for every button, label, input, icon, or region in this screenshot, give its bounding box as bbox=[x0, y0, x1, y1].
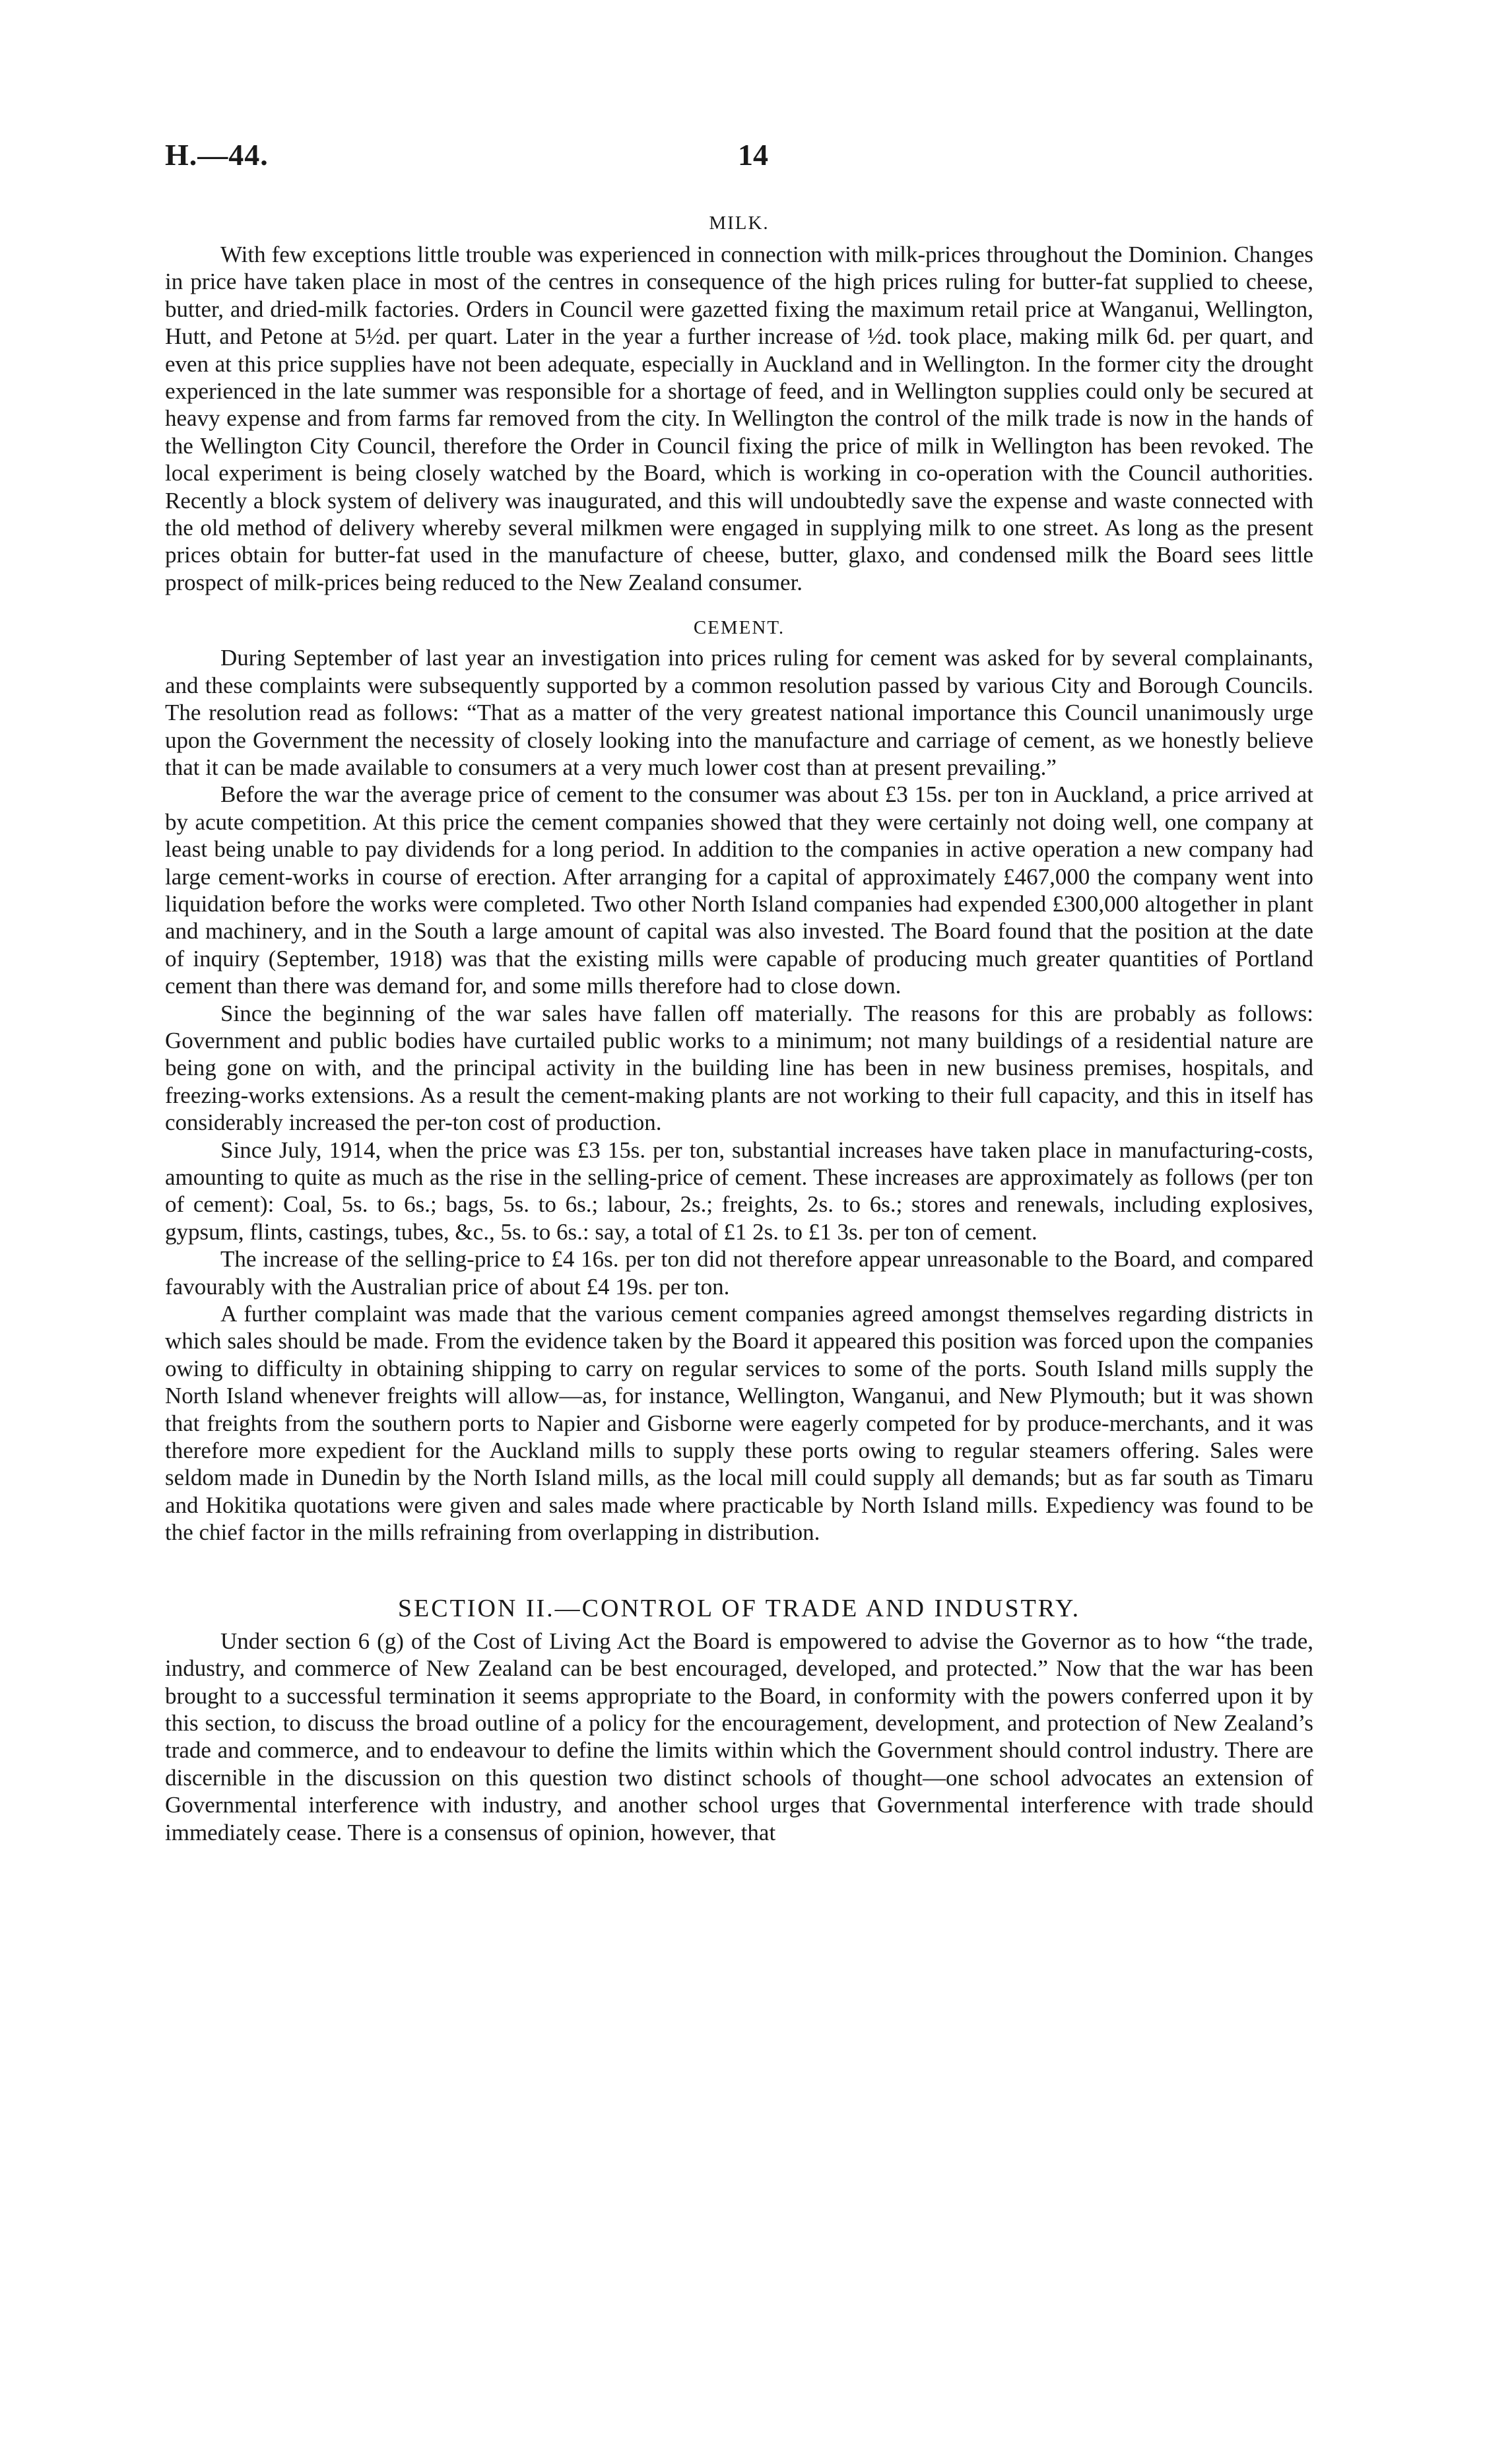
document-body bbox=[165, 210, 1313, 1846]
milk-heading: MILK. bbox=[709, 213, 770, 234]
cement-paragraph: Before the war the average price of cement to the consumer was about £3 15s. per ton in Auckland, a price arrived at by acute competition. At this price the cement companies showed that they were certainly not doing well, one company at least being unable to pay dividends for a long period. In addition to the companies in active operation a new company had large cement-works in course of erection. After arranging for a capital of approximately £467,000 the company went into liquidation before the works were completed. Two other North Island companies had expended £300,000 altogether in plant and machinery, and in the South a large amount of capital was also invested. The Board found that the position at the date of inquiry (September, 1918) was that the existing mills were capable of producing much greater quantities of Portland cement than there was demand for, and some mills therefore had to close down. bbox=[165, 781, 1313, 999]
section-two-paragraph: Under section 6 (g) of the Cost of Living Act the Board is empowered to advise the Governor as to how “the trade, industry, and commerce of New Zealand can be best encouraged, developed, and protected.” Now that the war has been brought to a successful termination it seems appropriate to the Board, in conformity with the powers conferred upon it by this section, to discuss the broad outline of a policy for the encouragement, development, and protection of New Zealand’s trade and commerce, and to endeavour to define the limits within which the Government should control industry. There are discernible in the discussion on this question two distinct schools of thought—one school advocates an extension of Governmental interference with industry, and another school urges that Governmental interference with trade should immediately cease. There is a consensus of opinion, however, that bbox=[165, 1628, 1313, 1845]
cement-heading: CEMENT. bbox=[693, 617, 785, 639]
cement-paragraph: The increase of the selling-price to £4 16s. per ton did not therefore appear unreasonable to the Board, and compared favourably with the Australian price of about £4 19s. per ton. bbox=[165, 1246, 1313, 1300]
cement-paragraph: During September of last year an investigation into prices ruling for cement was asked for by several complainants, and these complaints were subsequently supported by a common resolution passed by various City and Borough Councils. The resolution read as follows: “That as a matter of the very greatest national importance this Council unanimously urge upon the Government the necessity of closely looking into the manufacture and carriage of cement, as we honestly believe that it can be made available to consumers at a very much lower cost than at present prevailing.” bbox=[165, 645, 1313, 780]
cement-paragraph: A further complaint was made that the various cement companies agreed amongst themselves regarding districts in which sales should be made. From the evidence taken by the Board it appeared this position was forced upon the companies owing to difficulty in obtaining shipping to carry on regular services to some of the ports. South Island mills supply the North Island whenever freights will allow—as, for instance, Wellington, Wanganui, and New Plymouth; but it was shown that freights from the southern ports to Napier and Gisborne were eagerly competed for by produce-merchants, and it was therefore more expedient for the Auckland mills to supply these ports owing to regular steamers offering. Sales were seldom made in Dunedin by the North Island mills, as the local mill could supply all demands; but as far south as Timaru and Hokitika quotations were given and sales made where practicable by North Island mills. Expediency was found to be the chief factor in the mills refraining from overlapping in distribution. bbox=[165, 1301, 1313, 1546]
page-header bbox=[165, 137, 1313, 183]
section-two-heading: SECTION II.—CONTROL OF TRADE AND INDUSTRY. bbox=[397, 1594, 1081, 1622]
page-number: 14 bbox=[738, 138, 768, 172]
milk-paragraph: With few exceptions little trouble was experienced in connection with milk-prices throughout the Dominion. Changes in price have taken place in most of the centres in consequence of the high prices ruling for butter-fat supplied to cheese, butter, and dried-milk factories. Orders in Council were gazetted fixing the maximum retail price at Wanganui, Wellington, Hutt, and Petone at 5½d. per quart. Later in the year a further increase of ½d. took place, making milk 6d. per quart, and even at this price supplies have not been adequate, especially in Auckland and in Wellington. In the former city the drought experienced in the late summer was responsible for a shortage of feed, and in Wellington supplies could only be secured at heavy expense and from farms far removed from the city. In Wellington the control of the milk trade is now in the hands of the Wellington City Council, therefore the Order in Council fixing the price of milk in Wellington has been revoked. The local experiment is being closely watched by the Board, which is working in co-operation with the Council authorities. Recently a block system of delivery was inaugurated, and this will undoubtedly save the expense and waste connected with the old method of delivery whereby several milkmen were engaged in supplying milk to one street. As long as the present prices obtain for butter-fat used in the manufacture of cheese, butter, glaxo, and condensed milk the Board sees little prospect of milk-prices being reduced to the New Zealand consumer. bbox=[165, 242, 1313, 595]
cement-paragraph: Since the beginning of the war sales have fallen off materially. The reasons for this are probably as follows: Government and public bodies have curtailed public works to a minimum; not many buildings of a residential nature are being gone on with, and the principal activity in the building line has been in new business premises, hospitals, and freezing-works extensions. As a result the cement-making plants are not working to their full capacity, and this in itself has considerably increased the per-ton cost of production. bbox=[165, 1000, 1313, 1136]
report-reference: H.—44. bbox=[165, 138, 269, 172]
cement-paragraph: Since July, 1914, when the price was £3 15s. per ton, substantial increases have taken place in manufacturing-costs, amounting to quite as much as the rise in the selling-price of cement. These increases are approximately as follows (per ton of cement): Coal, 5s. to 6s.; bags, 5s. to 6s.; labour, 2s.; freights, 2s. to 6s.; stores and renewals, including explosives, gypsum, flints, castings, tubes, &c., 5s. to 6s.: say, a total of £1 2s. to £1 3s. per ton of cement. bbox=[165, 1137, 1313, 1245]
